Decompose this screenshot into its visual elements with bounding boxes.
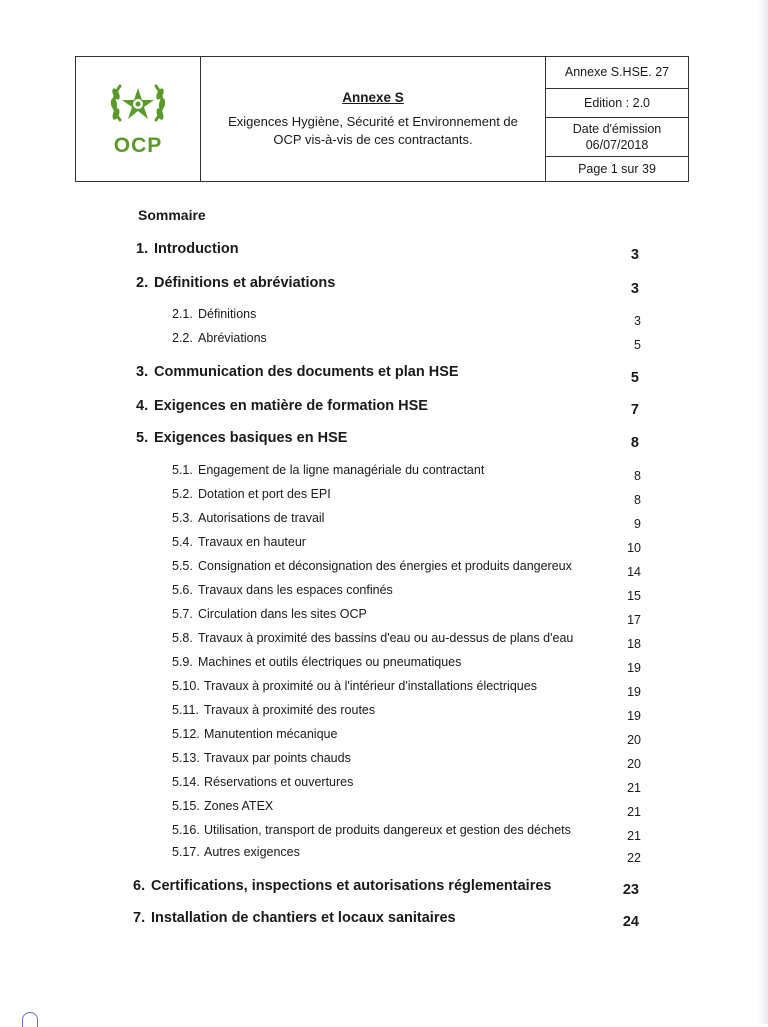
toc-entry-label: Travaux à proximité ou à l'intérieur d'installations électriques	[204, 679, 537, 693]
toc-entry-page: 9	[634, 517, 641, 531]
toc-entry-page: 3	[634, 314, 641, 328]
toc-entry-page: 7	[630, 402, 639, 418]
toc-entry	[172, 703, 375, 717]
toc-entry-number: 5.6.	[172, 583, 193, 597]
toc-entry-page: 17	[627, 613, 641, 627]
issue-date-label: Date d'émission	[572, 122, 662, 137]
toc-entry-label: Dotation et port des EPI	[198, 487, 331, 501]
toc-entry-number: 2.1.	[172, 307, 193, 321]
toc-entry-number: 5.15.	[172, 799, 200, 813]
toc-entry-label: Zones ATEX	[204, 799, 274, 813]
toc-entry-page: 19	[627, 661, 641, 675]
toc-entry-number: 4.	[136, 398, 149, 414]
toc-entry-page: 19	[627, 709, 641, 723]
toc-entry-label: Certifications, inspections et autorisations réglementaires	[151, 878, 552, 894]
toc-entry	[172, 535, 306, 549]
toc-entry-number: 2.	[136, 275, 149, 291]
toc-entry-number: 5.3.	[172, 511, 193, 525]
toc-entry-number: 7.	[133, 910, 146, 926]
toc-entry	[172, 823, 571, 837]
toc-entry-page: 5	[634, 338, 641, 352]
toc-entry-number: 5.13.	[172, 751, 200, 765]
toc-entry-label: Communication des documents et plan HSE	[154, 364, 459, 380]
toc-entry-number: 1.	[136, 241, 149, 257]
toc-entry-label: Travaux en hauteur	[198, 535, 306, 549]
toc-entry-number: 5.5.	[172, 559, 193, 573]
toc-entry-number: 5.12.	[172, 727, 200, 741]
toc-entry	[172, 679, 537, 693]
toc-entry-page: 21	[627, 805, 641, 819]
toc-entry-label: Définitions	[198, 307, 257, 321]
document-edition: Edition : 2.0	[546, 89, 688, 119]
toc-entry-page: 10	[627, 541, 641, 555]
toc-entry	[172, 607, 367, 621]
annex-subtitle-line2: OCP vis-à-vis de ces contractants.	[273, 131, 473, 147]
toc-entry-label: Travaux par points chauds	[204, 751, 351, 765]
annex-subtitle-line1: Exigences Hygiène, Sécurité et Environnement de	[228, 113, 518, 129]
toc-entry-page: 19	[627, 685, 641, 699]
toc-entry	[136, 430, 347, 446]
toc-entry-page: 21	[627, 829, 641, 843]
toc-entry	[136, 398, 428, 414]
document-reference: Annexe S.HSE. 27	[546, 57, 688, 89]
toc-entry-page: 3	[630, 281, 639, 297]
toc-entry-page: 3	[630, 247, 639, 263]
toc-entry-page: 8	[630, 435, 639, 451]
toc-entry-number: 5.16.	[172, 823, 200, 837]
toc-entry-page: 14	[627, 565, 641, 579]
toc-entry	[172, 307, 256, 321]
toc-entry-number: 6.	[133, 878, 146, 894]
toc-entry-label: Autorisations de travail	[198, 511, 325, 525]
toc-entry	[172, 799, 273, 813]
toc-entry-number: 5.14.	[172, 775, 200, 789]
toc-entry-number: 5.2.	[172, 487, 193, 501]
toc-entry-number: 5.	[136, 430, 149, 446]
toc-entry-page: 5	[630, 370, 639, 386]
toc-entry	[172, 487, 331, 501]
toc-entry-number: 5.7.	[172, 607, 193, 621]
toc-entry	[133, 910, 456, 926]
toc-entry-label: Réservations et ouvertures	[204, 775, 354, 789]
toc-entry-page: 18	[627, 637, 641, 651]
toc-entry-label: Manutention mécanique	[204, 727, 338, 741]
toc-entry-number: 5.1.	[172, 463, 193, 477]
toc-entry-page: 20	[627, 733, 641, 747]
toc-entry	[172, 631, 573, 645]
toc-title: Sommaire	[138, 207, 206, 223]
toc-entry-label: Définitions et abréviations	[154, 275, 336, 291]
toc-entry	[172, 331, 267, 345]
toc-entry-label: Exigences en matière de formation HSE	[154, 398, 428, 414]
page-number: Page 1 sur 39	[578, 162, 656, 177]
toc-entry-page: 23	[622, 882, 639, 898]
toc-entry-number: 3.	[136, 364, 149, 380]
toc-entry-label: Travaux à proximité des bassins d'eau ou au-dessus de plans d'eau	[198, 631, 574, 645]
toc-entry	[172, 583, 393, 597]
toc-entry	[172, 845, 300, 859]
toc-entry	[172, 463, 484, 477]
toc-entry-label: Abréviations	[198, 331, 267, 345]
toc-entry-number: 5.8.	[172, 631, 193, 645]
toc-entry	[136, 241, 239, 257]
toc-entry	[172, 655, 461, 669]
toc-entry-number: 5.4.	[172, 535, 193, 549]
toc-entry	[136, 364, 459, 380]
toc-entry-label: Introduction	[154, 241, 239, 257]
toc-entry-page: 21	[627, 781, 641, 795]
toc-entry-label: Utilisation, transport de produits dangereux et gestion des déchets	[204, 823, 571, 837]
toc-entry	[172, 751, 351, 765]
toc-entry	[172, 511, 324, 525]
toc-entry-label: Exigences basiques en HSE	[154, 430, 348, 446]
toc-entry	[172, 775, 353, 789]
toc-entry-number: 5.17.	[172, 845, 200, 859]
toc-entry-label: Installation de chantiers et locaux sanitaires	[151, 910, 456, 926]
toc-entry-label: Engagement de la ligne managériale du contractant	[198, 463, 485, 477]
toc-entry-label: Machines et outils électriques ou pneumatiques	[198, 655, 462, 669]
toc-entry-label: Consignation et déconsignation des énergies et produits dangereux	[198, 559, 572, 573]
toc-entry-page: 24	[622, 914, 639, 930]
toc-entry-page: 8	[634, 493, 641, 507]
toc-entry-number: 5.11.	[172, 703, 199, 717]
toc-entry	[136, 275, 335, 291]
toc-entry	[172, 559, 572, 573]
pen-mark	[22, 1012, 38, 1027]
toc-entry-number: 2.2.	[172, 331, 193, 345]
toc-entry-number: 5.10.	[172, 679, 200, 693]
toc-entry-label: Circulation dans les sites OCP	[198, 607, 367, 621]
ocp-logo-text: OCP	[113, 134, 163, 157]
toc-entry-page: 20	[627, 757, 641, 771]
annex-title: Annexe S	[342, 89, 404, 105]
toc-entry-label: Travaux à proximité des routes	[204, 703, 376, 717]
toc-entry	[133, 878, 551, 894]
toc-entry-page: 22	[627, 851, 641, 865]
toc-entry-number: 5.9.	[172, 655, 193, 669]
toc-entry-label: Autres exigences	[204, 845, 300, 859]
issue-date: 06/07/2018	[585, 138, 649, 153]
toc-entry	[172, 727, 337, 741]
toc-entry-page: 15	[627, 589, 641, 603]
toc-entry-label: Travaux dans les espaces confinés	[198, 583, 393, 597]
toc-entry-page: 8	[634, 469, 641, 483]
